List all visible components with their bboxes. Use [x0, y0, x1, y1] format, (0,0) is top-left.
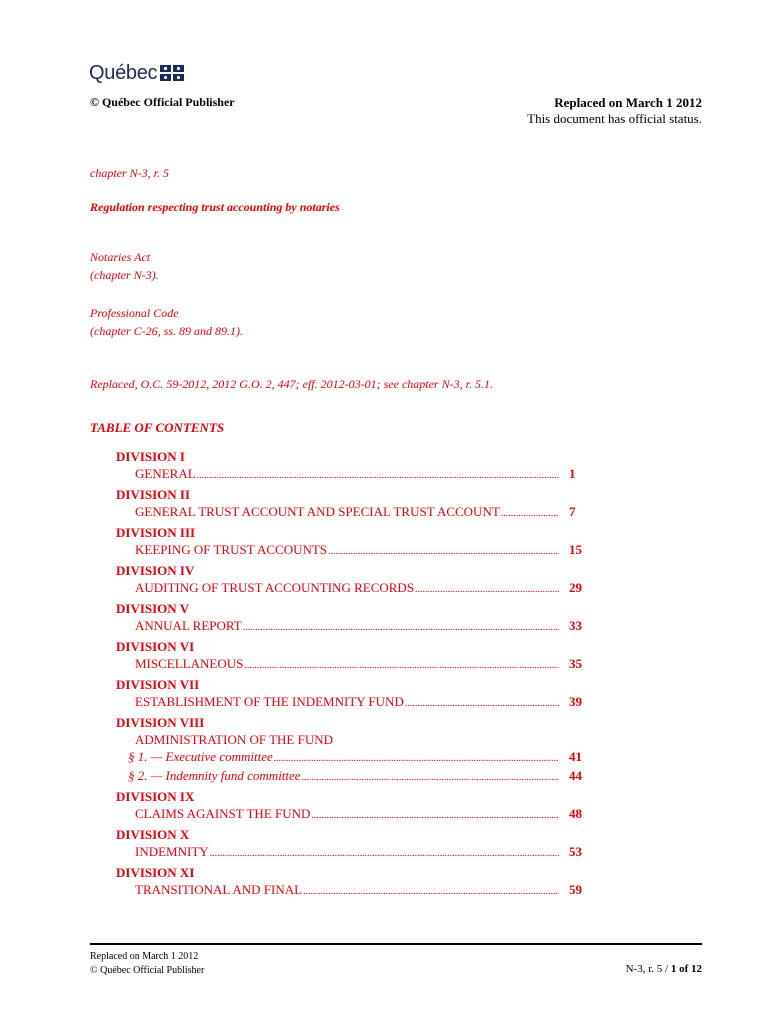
footer-page-number: 1 of 12 [670, 963, 702, 975]
fleur-de-lis-flag-icon [160, 65, 184, 81]
toc-page-number: 1 [569, 466, 576, 481]
regulation-title: Regulation respecting trust accounting by notaries [90, 200, 340, 214]
toc-entry-title: INDEMNITY [135, 844, 209, 859]
toc-entry-title: ESTABLISHMENT OF THE INDEMNITY FUND [135, 694, 404, 709]
toc-page-number: 35 [569, 656, 582, 671]
chapter-reference: chapter N-3, r. 5 [90, 166, 169, 180]
toc-division-label: DIVISION XI [116, 865, 195, 880]
toc-leader-dots [210, 845, 559, 862]
replaced-date: Replaced on March 1 2012 [554, 95, 702, 110]
toc-leader-dots [415, 581, 559, 598]
toc-entry-title: GENERAL [135, 466, 196, 481]
toc-division [116, 449, 591, 484]
toc-entry[interactable] [116, 541, 591, 560]
replacement-note: Replaced, O.C. 59-2012, 2012 G.O. 2, 447; eff. 2012-03-01; see chapter N-3, r. 5.1. [90, 377, 493, 391]
status-block [527, 95, 702, 127]
toc-entry-title: KEEPING OF TRUST ACCOUNTS [135, 542, 328, 557]
toc-entry[interactable] [116, 805, 591, 824]
toc-division [116, 563, 591, 598]
toc-entry[interactable] [116, 465, 591, 484]
toc-leader-dots [302, 769, 559, 786]
official-status: This document has official status. [527, 111, 702, 126]
toc-division [116, 715, 591, 786]
enabling-act-professional-code [90, 304, 243, 340]
toc-division-label: DIVISION VIII [116, 715, 205, 730]
toc-division [116, 865, 591, 900]
toc-page-number: 7 [569, 504, 576, 519]
toc-division [116, 525, 591, 560]
toc-entry[interactable] [116, 655, 591, 674]
toc-division-label: DIVISION I [116, 449, 185, 464]
toc-division-heading [116, 731, 591, 748]
table-of-contents [116, 449, 591, 903]
toc-entry[interactable] [116, 693, 591, 712]
toc-entry-title: GENERAL TRUST ACCOUNT AND SPECIAL TRUST ACCOUNT [135, 504, 500, 519]
toc-division-label: DIVISION II [116, 487, 191, 502]
toc-leader-dots [405, 695, 559, 712]
toc-page-number: 59 [569, 882, 582, 897]
toc-entry-title: TRANSITIONAL AND FINAL [135, 882, 303, 897]
toc-page-number: 41 [569, 749, 582, 764]
toc-entry-title: AUDITING OF TRUST ACCOUNTING RECORDS [135, 580, 415, 595]
toc-page-number: 15 [569, 542, 582, 557]
toc-entry-title: § 1. — Executive committee [128, 749, 273, 764]
toc-leader-dots [243, 619, 559, 636]
footer-left [90, 950, 204, 978]
toc-division [116, 639, 591, 674]
toc-division [116, 487, 591, 522]
toc-division-label: DIVISION V [116, 601, 190, 616]
toc-entry-title: CLAIMS AGAINST THE FUND [135, 806, 311, 821]
toc-division-label: DIVISION VII [116, 677, 200, 692]
act-name: Notaries Act [90, 250, 151, 264]
toc-page-number: 29 [569, 580, 582, 595]
act-reference: (chapter C-26, ss. 89 and 89.1). [90, 324, 243, 338]
toc-page-number: 44 [569, 768, 582, 783]
act-reference: (chapter N-3). [90, 268, 159, 282]
toc-leader-dots [501, 505, 559, 522]
toc-division [116, 601, 591, 636]
toc-entry-title: ANNUAL REPORT [135, 618, 242, 633]
footer-rule [90, 943, 702, 945]
toc-page-number: 39 [569, 694, 582, 709]
toc-title: TABLE OF CONTENTS [90, 420, 225, 435]
quebec-logo [89, 62, 184, 84]
toc-entry[interactable] [116, 579, 591, 598]
toc-entry-title: § 2. — Indemnity fund committee [128, 768, 301, 783]
logo-wordmark: Québec [89, 61, 158, 84]
toc-division-label: DIVISION X [116, 827, 190, 842]
toc-leader-dots [244, 657, 559, 674]
toc-division-label: DIVISION VI [116, 639, 195, 654]
toc-division [116, 677, 591, 712]
toc-page-number: 48 [569, 806, 582, 821]
act-name: Professional Code [90, 306, 179, 320]
footer-publisher: © Québec Official Publisher [90, 965, 205, 976]
footer-chapter-ref: N-3, r. 5 / [625, 963, 671, 975]
toc-page-number: 53 [569, 844, 582, 859]
toc-leader-dots [274, 750, 559, 767]
toc-page-number: 33 [569, 618, 582, 633]
footer-page-ref [626, 963, 702, 975]
toc-heading-text: ADMINISTRATION OF THE FUND [135, 732, 334, 747]
toc-division-label: DIVISION III [116, 525, 196, 540]
enabling-act-notaries [90, 248, 159, 284]
toc-leader-dots [197, 467, 559, 484]
toc-leader-dots [311, 807, 559, 824]
toc-division-label: DIVISION IX [116, 789, 195, 804]
toc-division [116, 789, 591, 824]
publisher-header: © Québec Official Publisher [90, 95, 235, 109]
toc-entry[interactable] [116, 617, 591, 636]
toc-entry[interactable] [116, 503, 591, 522]
toc-entry-title: MISCELLANEOUS [135, 656, 244, 671]
toc-entry[interactable] [116, 843, 591, 862]
toc-entry[interactable] [116, 881, 591, 900]
toc-entry[interactable] [116, 767, 591, 786]
toc-leader-dots [328, 543, 559, 560]
toc-entry[interactable] [116, 748, 591, 767]
toc-division-label: DIVISION IV [116, 563, 195, 578]
footer-replaced: Replaced on March 1 2012 [90, 951, 199, 962]
toc-leader-dots [303, 883, 559, 900]
toc-division [116, 827, 591, 862]
